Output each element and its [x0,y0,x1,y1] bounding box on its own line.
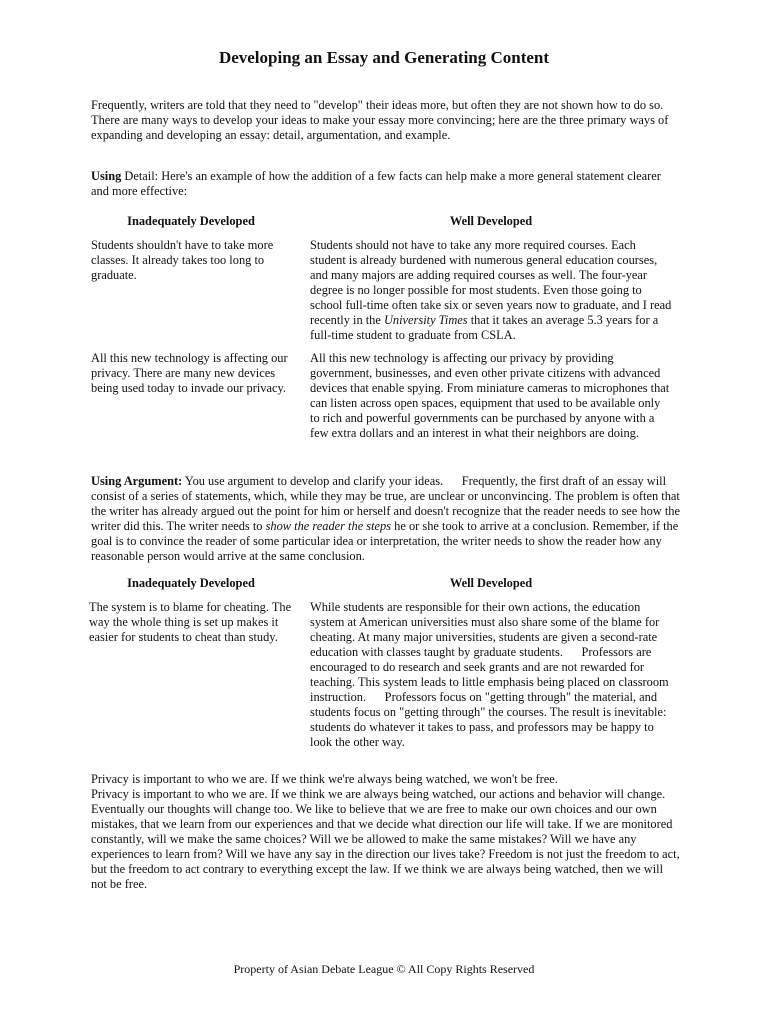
page-title: Developing an Essay and Generating Content [218,48,550,67]
argument-text-italic: show the reader the steps [265,519,392,533]
footer-copyright: Property of Asian Debate League © All Copy Rights Reserved [233,962,535,976]
argument-paragraph [91,474,684,564]
detail-col-left-heading: Inadequately Developed [127,214,255,228]
detail-paragraph [91,169,681,199]
detail-row1-right-text-a: Students should not have to take any more required courses. Each student is already burdened with numerous general education courses, and many majors are adding required courses as well. The four-year degree is no longer possible for most students. Even those going to school full-time often take six or seven years now to graduate, and I read recently in the [310,238,672,327]
argument-heading: Using Argument: [91,474,183,488]
argument-left-cell: The system is to blame for cheating. The way the whole thing is set up makes it easier for students to cheat than study. [89,600,292,644]
detail-col-right-heading: Well Developed [449,214,533,228]
argument-col-right-heading: Well Developed [449,576,533,590]
detail-row2-left: All this new technology is affecting our privacy. There are many new devices being used today to invade our privacy. [91,351,288,395]
detail-row1-right-text-b: that it takes an average 5.3 years for a full-time student to graduate from CSLA. [310,313,659,342]
detail-row1-right-italic: University Times [383,313,468,327]
detail-text: Detail: Here's an example of how the addition of a few facts can help make a more general statement clearer and more effective: [91,169,661,198]
argument-col-left-heading: Inadequately Developed [127,576,255,590]
intro-paragraph: Frequently, writers are told that they need to "develop" their ideas more, but often they are not shown how to do so. There are many ways to develop your ideas to make your essay more convincing; here are the three primary ways of expanding and developing an essay: detail, argumentation, and example. [91,98,669,142]
argument-text-a: You use argument to develop and clarify your ideas. Frequently, the first draft of an essay will consist of a series of statements, which, while they may be true, are unclear or unconvincing. The problem is often that the writer has already argued out the point for him or herself and doesn't recognize that the reader needs to see how the writer did this. The writer needs to [91,474,684,533]
detail-heading: Using [91,169,122,183]
detail-row1-right [310,238,672,343]
privacy-paragraph: Privacy is important to who we are. If we think we are always being watched, our actions and behavior will change. Eventually our thoughts will change too. We like to believe that we are free to make our own choices and our own mistakes, that we learn from our experiences and that we decide what direction our life will take. If we are monitored constantly, will we make the same choices? Will we be allowed to make the same mistakes? Will we have any experiences to learn from? Will we have any say in the direction our lives take? Freedom is not just the freedom to act, but the freedom to act contrary to everything except the law. If we think we are always being watched, then we will not be free. [91,787,680,891]
argument-right-cell: While students are responsible for their own actions, the education system at American universities must also share some of the blame for cheating. At many major universities, students are given a second-rate education with classes taught by graduate students. Professors are encouraged to do research and seek grants and are not rewarded for teaching. This system leads to little emphasis being placed on classroom instruction. Professors focus on "getting through" the material, and students focus on "getting through" the courses. The result is inevitable: students do whatever it takes to pass, and professors may be happy to look the other way. [310,600,672,749]
privacy-line1: Privacy is important to who we are. If we think we're always being watched, we won't be free. [91,772,558,786]
detail-row1-left: Students shouldn't have to take more classes. It already takes too long to graduate. [91,238,274,282]
argument-text-b: he or she took to arrive at a conclusion. Remember, if the goal is to convince the reader of some particular idea or interpretation, the writer needs to show the reader how any reasonable person would arrive at the same conclusion. [91,519,679,563]
detail-row2-right: All this new technology is affecting our privacy by providing government, businesses, and even other private citizens with advanced devices that enable spying. From miniature cameras to microphones that can listen across open spaces, equipment that used to be available only to rich and powerful governments can be purchased by anyone with a few extra dollars and an interest in what their neighbors are doing. [310,351,670,440]
